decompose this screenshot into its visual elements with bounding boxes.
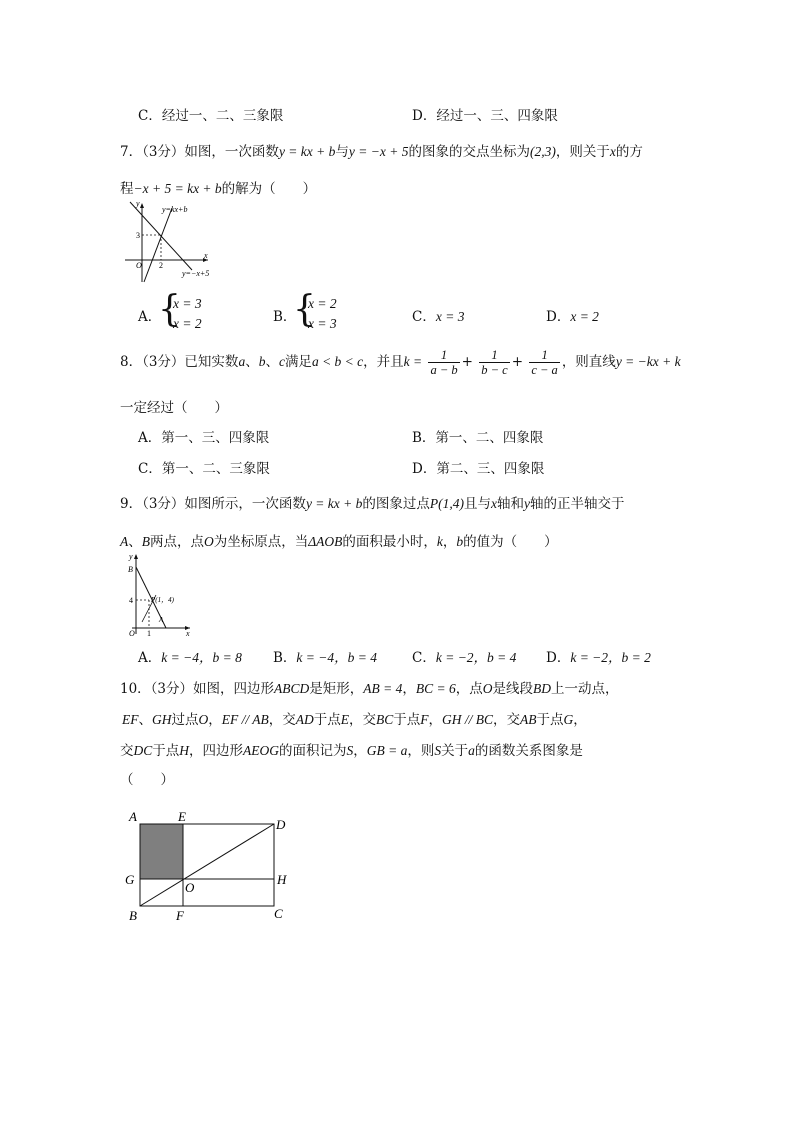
q6-option-c: C．经过一、二、三象限	[138, 108, 284, 124]
q9-graph-point-b: B	[128, 565, 133, 574]
q9-graph-x-label: x	[186, 629, 190, 636]
q9-graph-origin: O	[129, 629, 135, 636]
q7-option-a-brace: {	[158, 289, 181, 330]
q8-option-a: A．第一、三、四象限	[138, 430, 270, 446]
q7-option-b-brace: {	[293, 289, 316, 330]
q10-label-c: C	[274, 906, 283, 921]
q9-stem-line1: 9．（3分）如图所示，一次函数y = kx + b的图象过点P(1,4)且与x轴和y轴的正半轴交于	[120, 496, 625, 512]
q8-fraction-1: $\frac{1}{a - b}$	[430, 348, 458, 377]
q8-stem-line1: 8．（3分）已知实数a、b、c满足a < b < c，并且k = $\frac{1}{a - b}$ + $\frac{1}{b - c}$ + $\frac{1}{c - a}$ ，则直线y = −kx + k	[120, 348, 681, 377]
q10-stem-line2: EF、GH过点O，EF // AB，交AD于点E，交BC于点F，GH // BC，交AB于点G，	[122, 712, 587, 728]
q8-fraction-3: $\frac{1}{c - a}$	[531, 348, 558, 377]
q10-label-h: H	[277, 872, 287, 887]
q10-shaded-aeog	[140, 824, 183, 879]
q7-graph-y-label: y	[136, 199, 140, 208]
q7-option-a-eq1: x = 3	[173, 296, 202, 311]
q7-stem-line1: 7．（3分）如图，一次函数y = kx + b与y = −x + 5的图象的交点坐标为(2,3)，则关于x的方	[120, 144, 643, 160]
q7-graph-x-label: x	[204, 251, 208, 260]
q9-option-d: D．k = −2，b = 2	[546, 650, 651, 666]
q7-option-b-eq1: x = 2	[308, 296, 337, 311]
q6-option-d: D．经过一、三、四象限	[412, 108, 558, 124]
q9-option-c: C．k = −2，b = 4	[412, 650, 517, 666]
q10-label-f: F	[176, 908, 184, 923]
q8-fraction-2: $\frac{1}{b - c}$	[481, 348, 508, 377]
q9-option-a: A．k = −4，b = 8	[138, 650, 242, 666]
q7-graph-origin: O	[136, 261, 142, 270]
q10-stem-line3: 交DC于点H，四边形AEOG的面积记为S，GB = a，则S关于a的函数关系图象是	[120, 743, 583, 759]
q9-graph-tick-4: 4	[129, 596, 133, 605]
q9-graph	[120, 550, 200, 636]
q10-stem-line1: 10．（3分）如图，四边形ABCD是矩形，AB = 4，BC = 6，点O是线段BD上一动点，	[120, 681, 619, 697]
q10-label-o: O	[185, 880, 195, 895]
q8-option-c: C．第一、二、三象限	[138, 461, 270, 477]
q7-graph	[120, 198, 230, 284]
q9-graph-y-label: y	[129, 552, 133, 561]
q8-stem-line2: 一定经过（ ）	[120, 400, 228, 416]
q9-graph-point-p: P(1，4)	[151, 596, 174, 604]
q7-option-b-label: B．	[273, 309, 297, 325]
q9-option-b: B．k = −4，b = 4	[273, 650, 377, 666]
q10-stem-line4: （ ）	[120, 772, 174, 788]
q8-option-b: B．第一、二、四象限	[412, 430, 544, 446]
q7-option-a-eq2: x = 2	[173, 316, 202, 331]
q10-label-g: G	[125, 872, 135, 887]
q7-option-b-eq2: x = 3	[308, 316, 337, 331]
q7-graph-label-negx5: y=−x+5	[182, 269, 210, 278]
q10-label-b: B	[129, 908, 137, 923]
q7-option-a-label: A．	[138, 309, 162, 325]
q10-label-e: E	[178, 809, 186, 824]
q7-graph-tick-3: 3	[136, 231, 140, 240]
q7-graph-tick-2: 2	[159, 261, 163, 270]
q7-stem-line2: 程−x + 5 = kx + b的解为（ ）	[120, 181, 317, 197]
q7-option-c: C．x = 3	[412, 309, 465, 325]
q10-rectangle-figure	[120, 808, 300, 926]
q10-label-a: A	[129, 809, 137, 824]
q9-graph-tick-1: 1	[147, 629, 151, 636]
q7-graph-label-kxb: y=kx+b	[162, 205, 188, 214]
q8-option-d: D．第二、三、四象限	[412, 461, 545, 477]
q10-label-d: D	[276, 817, 286, 832]
q9-graph-point-a: A	[159, 616, 164, 624]
q9-stem-line2: A、B两点，点O为坐标原点，当ΔAOB的面积最小时，k，b的值为（ ）	[120, 534, 558, 550]
q7-option-d: D．x = 2	[546, 309, 599, 325]
